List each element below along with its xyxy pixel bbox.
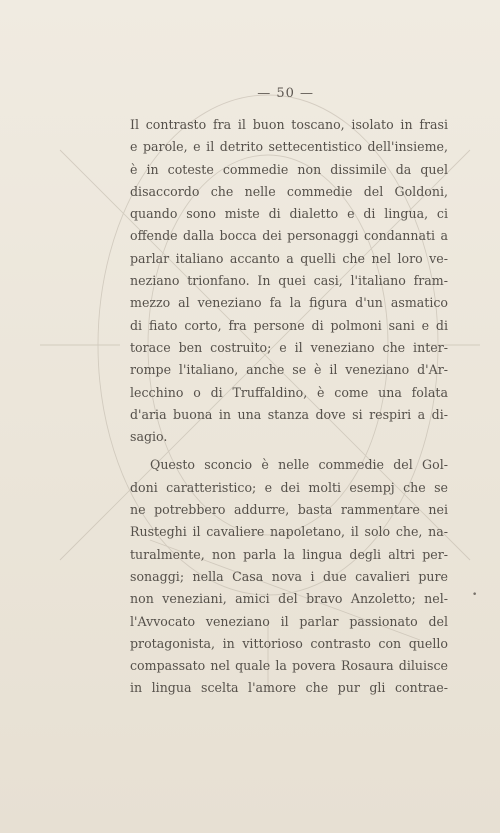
text-line: turalmente, non parla la lingua degli altri per- — [130, 546, 448, 562]
text-line: quando sono miste di dialetto e di lingua, ci — [130, 206, 448, 222]
text-line: sonaggi; nella Casa nova i due cavalieri pure — [130, 568, 448, 584]
text-line: l'Avvocato veneziano il parlar passionato del — [130, 613, 448, 629]
text-line: Rusteghi il cavaliere napoletano, il solo che, na- — [130, 524, 448, 540]
paragraph — [130, 114, 448, 448]
text-line: è in coteste commedie non dissimile da quel — [130, 161, 448, 177]
page-number: — 50 — — [257, 86, 314, 101]
text-line: Questo sconcio è nelle commedie del Gol- — [150, 457, 448, 473]
text-line: disaccordo che nelle commedie del Goldoni, — [130, 183, 448, 199]
text-line: torace ben costruito; e il veneziano che inter- — [130, 339, 448, 355]
text-line: lecchino o di Truffaldino, è come una folata — [130, 384, 448, 400]
text-line: mezzo al veneziano fa la figura d'un asmatico — [130, 295, 448, 311]
text-line: ne potrebbero addurre, basta rammentare nei — [130, 502, 448, 518]
text-line: offende dalla bocca dei personaggi condannati a — [130, 228, 448, 244]
text-line: e parole, e il detrito settecentistico dell'insieme, — [130, 139, 448, 155]
text-line: compassato nel quale la povera Rosaura diluisce — [130, 658, 448, 674]
text-line: in lingua scelta l'amore che pur gli contrae- — [130, 680, 448, 696]
text-line: doni caratteristico; e dei molti esempj che se — [130, 479, 448, 495]
text-line: neziano trionfano. In quei casi, l'italiano fram- — [130, 273, 448, 289]
text-line: protagonista, in vittorioso contrasto con quello — [130, 635, 448, 651]
text-line: non veneziani, amici del bravo Anzoletto; nel- — [130, 591, 448, 607]
text-line: di fiato corto, fra persone di polmoni sani e di — [130, 317, 448, 333]
text-line: rompe l'italiano, anche se è il veneziano d'Ar- — [130, 362, 448, 378]
body-text — [130, 114, 448, 700]
margin-mark: • — [472, 590, 478, 600]
text-line: d'aria buona in una stanza dove si respiri a di- — [130, 406, 448, 422]
text-line: Il contrasto fra il buon toscano, isolato in frasi — [130, 117, 448, 132]
text-line: sagio. — [130, 429, 168, 445]
paragraph — [130, 454, 448, 699]
text-line: parlar italiano accanto a quelli che nel loro ve- — [130, 250, 448, 266]
